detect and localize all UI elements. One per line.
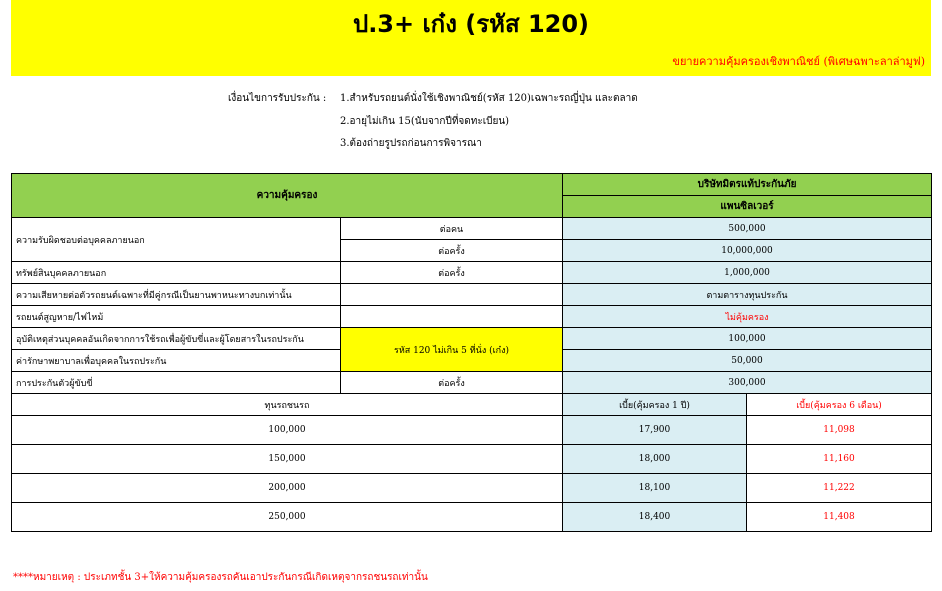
seat-condition-badge: รหัส 120 ไม่เกิน 5 ที่นั่ง (เก๋ง) xyxy=(341,328,563,372)
premium-year-header: เบี้ย(คุ้มครอง 1 ปี) xyxy=(563,394,747,416)
coverage-item: ค่ารักษาพยาบาลเพื่อบุคคลในรถประกัน xyxy=(12,350,341,372)
coverage-value: ตามตารางทุนประกัน xyxy=(563,284,932,306)
coverage-unit: ต่อครั้ง xyxy=(341,240,563,262)
sum-insured-header: ทุนรถชนรถ xyxy=(12,394,563,416)
premium-half-value: 11,222 xyxy=(747,474,932,503)
premium-year-value: 17,900 xyxy=(563,416,747,445)
title-banner xyxy=(11,0,931,76)
premium-half-header: เบี้ย(คุ้มครอง 6 เดือน) xyxy=(747,394,932,416)
premium-year-value: 18,400 xyxy=(563,503,747,532)
plan-name: แพนซิลเวอร์ xyxy=(563,196,932,218)
premium-half-value: 11,408 xyxy=(747,503,932,532)
premium-year-value: 18,100 xyxy=(563,474,747,503)
coverage-item: ความเสียหายต่อตัวรถยนต์เฉพาะที่มีคู่กรณีเป็นยานพาหนะทางบกเท่านั้น xyxy=(12,284,341,306)
sum-insured-value: 250,000 xyxy=(12,503,563,532)
coverage-value: 1,000,000 xyxy=(563,262,932,284)
footnote: ****หมายเหตุ : ประเภทชั้น 3+ให้ความคุ้มครองรถคันเอาประกันกรณีเกิดเหตุจากรถชนรถเท่านั้น xyxy=(13,572,428,583)
coverage-item: รถยนต์สูญหาย/ไฟไหม้ xyxy=(12,306,341,328)
coverage-header: ความคุ้มครอง xyxy=(12,174,563,218)
coverage-unit: ต่อครั้ง xyxy=(341,262,563,284)
coverage-table xyxy=(11,173,932,532)
coverage-unit xyxy=(341,306,563,328)
page-title: ป.3+ เก๋ง (รหัส 120) xyxy=(352,10,590,38)
conditions-label: เงื่อนไขการรับประกัน : xyxy=(228,93,327,104)
sum-insured-value: 100,000 xyxy=(12,416,563,445)
coverage-item: ความรับผิดชอบต่อบุคคลภายนอก xyxy=(12,218,341,262)
coverage-unit: ต่อคน xyxy=(341,218,563,240)
sum-insured-value: 150,000 xyxy=(12,445,563,474)
coverage-unit xyxy=(341,284,563,306)
coverage-item: ทรัพย์สินบุคคลภายนอก xyxy=(12,262,341,284)
sum-insured-value: 200,000 xyxy=(12,474,563,503)
premium-half-value: 11,098 xyxy=(747,416,932,445)
page-subtitle: ขยายความคุ้มครองเชิงพาณิชย์ (พิเศษฉพาะลาล่ามูฟ) xyxy=(672,55,925,68)
coverage-value: 100,000 xyxy=(563,328,932,350)
coverage-item: การประกันตัวผู้ขับขี่ xyxy=(12,372,341,394)
coverage-value: 500,000 xyxy=(563,218,932,240)
premium-half-value: 11,160 xyxy=(747,445,932,474)
condition-item: 1.สำหรับรถยนต์นั่งใช้เชิงพาณิชย์(รหัส 120)เฉพาะรถญี่ปุ่น และตลาด xyxy=(340,93,638,104)
insurer-name: บริษัทมิตรแท้ประกันภัย xyxy=(563,174,932,196)
condition-item: 3.ต้องถ่ายรูปรถก่อนการพิจารณา xyxy=(340,138,482,149)
coverage-unit: ต่อครั้ง xyxy=(341,372,563,394)
condition-item: 2.อายุไม่เกิน 15(นับจากปีที่จดทะเบียน) xyxy=(340,116,510,127)
coverage-value: 50,000 xyxy=(563,350,932,372)
coverage-value: 10,000,000 xyxy=(563,240,932,262)
coverage-value-not-covered: ไม่คุ้มครอง xyxy=(563,306,932,328)
premium-year-value: 18,000 xyxy=(563,445,747,474)
coverage-value: 300,000 xyxy=(563,372,932,394)
coverage-item: อุบัติเหตุส่วนบุคคลอันเกิดจากการใช้รถเพื่อผู้ขับขี่และผู้โดยสารในรถประกัน xyxy=(12,328,341,350)
